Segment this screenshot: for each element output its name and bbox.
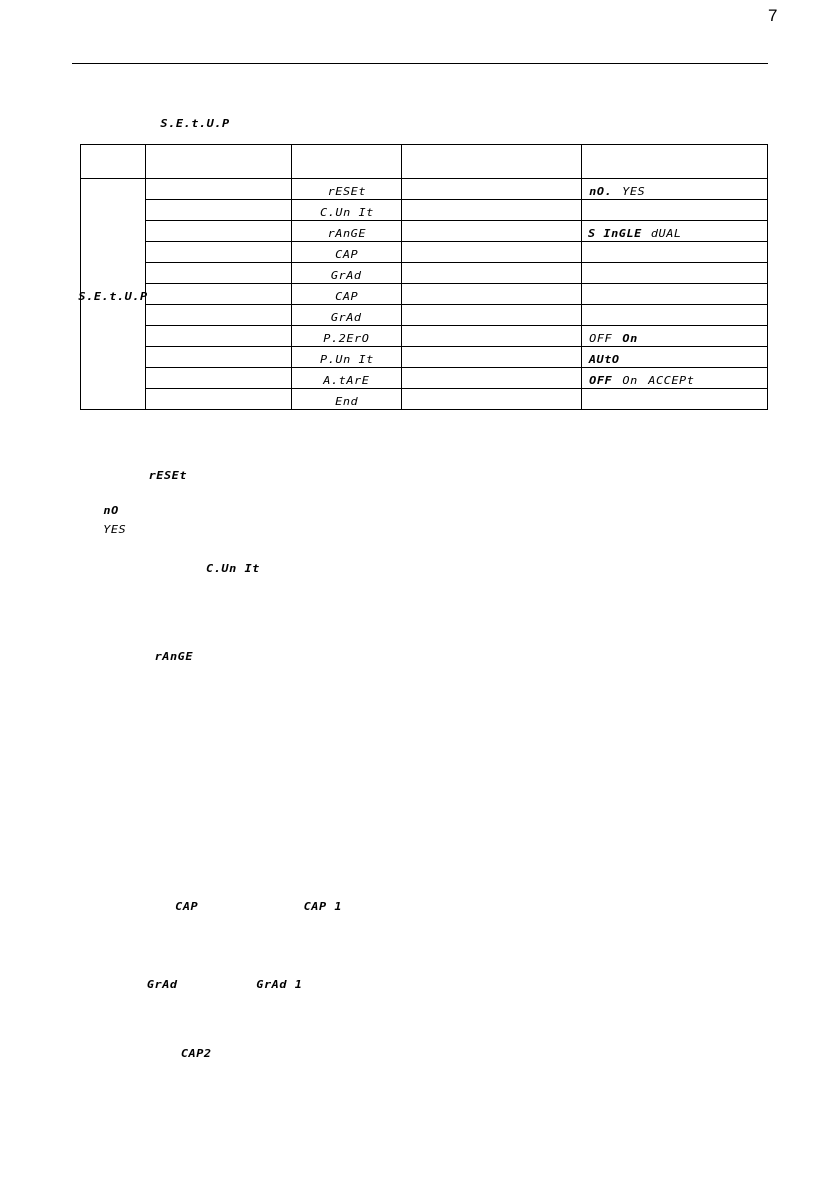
menu-code-cell xyxy=(292,284,402,305)
table-cell xyxy=(402,263,582,284)
table-cell xyxy=(146,389,292,410)
menu-group-label: S.E.t.U.P xyxy=(78,289,148,303)
table-row xyxy=(81,200,768,221)
table-cell xyxy=(402,200,582,221)
header-cell xyxy=(402,145,582,179)
options-cell xyxy=(582,221,768,242)
options-cell xyxy=(582,179,768,200)
table-row xyxy=(81,368,768,389)
range-code: rAnGE xyxy=(154,650,194,663)
table-cell xyxy=(146,242,292,263)
table-cell xyxy=(146,347,292,368)
table-row xyxy=(81,221,768,242)
table-cell xyxy=(402,389,582,410)
table-cell xyxy=(402,284,582,305)
options-cell xyxy=(582,284,768,305)
header-cell xyxy=(146,145,292,179)
option-value: YES xyxy=(622,184,646,198)
reset-heading xyxy=(150,464,186,483)
cap-heading xyxy=(176,895,197,914)
menu-code-cell xyxy=(292,242,402,263)
table-row xyxy=(81,179,768,200)
option-value: nO. xyxy=(589,184,613,198)
table-cell xyxy=(402,242,582,263)
menu-code-cell xyxy=(292,221,402,242)
option-value: AUtO xyxy=(588,352,620,366)
setup-menu-table xyxy=(80,144,768,410)
table-cell xyxy=(146,368,292,389)
table-row xyxy=(81,242,768,263)
section-heading xyxy=(160,112,230,131)
page-number: 7 xyxy=(768,6,778,25)
option-value: dUAL xyxy=(650,226,682,240)
menu-code: CAP xyxy=(334,247,359,261)
table-cell xyxy=(146,221,292,242)
table-cell xyxy=(402,326,582,347)
menu-code-cell xyxy=(292,263,402,284)
table-cell xyxy=(146,263,292,284)
reset-yes-code: YES xyxy=(103,523,127,536)
grad-heading xyxy=(148,973,177,992)
table-row xyxy=(81,284,768,305)
options-cell xyxy=(582,200,768,221)
options-cell xyxy=(582,305,768,326)
table-row xyxy=(81,389,768,410)
table-row xyxy=(81,347,768,368)
cunit-code: C.Un It xyxy=(206,562,260,575)
reset-option-yes xyxy=(104,518,125,537)
reset-code: rESEt xyxy=(148,469,188,482)
options-cell xyxy=(582,347,768,368)
menu-group-cell xyxy=(78,179,148,410)
grad-code: GrAd xyxy=(146,978,178,991)
option-value: S InGLE xyxy=(588,226,642,240)
table-row xyxy=(81,263,768,284)
menu-code: GrAd xyxy=(331,310,362,324)
table-cell xyxy=(402,221,582,242)
table-cell xyxy=(146,284,292,305)
menu-code: A.tArE xyxy=(323,373,370,387)
table-cell xyxy=(402,179,582,200)
options-cell xyxy=(582,242,768,263)
table-cell xyxy=(146,179,292,200)
options-cell xyxy=(582,389,768,410)
cap1-label xyxy=(305,895,341,914)
option-value: ACCEPt xyxy=(647,373,695,387)
option-value: On xyxy=(622,373,639,387)
table-cell xyxy=(146,326,292,347)
header-cell xyxy=(292,145,402,179)
table-row xyxy=(81,326,768,347)
menu-code: P.2ErO xyxy=(323,331,370,345)
menu-code: CAP xyxy=(334,289,359,303)
option-value: OFF xyxy=(589,373,613,387)
option-value: On xyxy=(622,331,639,345)
grad1-label xyxy=(258,973,301,992)
menu-code: P.Un It xyxy=(319,352,374,366)
menu-code-cell xyxy=(292,368,402,389)
header-cell xyxy=(582,145,768,179)
option-value: OFF xyxy=(589,331,613,345)
table-row xyxy=(81,305,768,326)
reset-option-no xyxy=(104,499,118,518)
menu-code-cell xyxy=(292,326,402,347)
range-heading xyxy=(156,645,192,664)
menu-code-cell xyxy=(292,347,402,368)
cap-code: CAP xyxy=(175,900,199,913)
table-cell xyxy=(402,347,582,368)
header-cell xyxy=(81,145,146,179)
table-cell xyxy=(402,305,582,326)
options-cell xyxy=(582,263,768,284)
cunit-heading xyxy=(208,557,258,576)
menu-code-cell xyxy=(292,305,402,326)
menu-code-cell xyxy=(292,389,402,410)
menu-code: GrAd xyxy=(331,268,362,282)
cap2-heading xyxy=(182,1042,211,1061)
grad1-code: GrAd 1 xyxy=(256,978,303,991)
menu-code: rESEt xyxy=(327,184,366,198)
table-cell xyxy=(146,200,292,221)
menu-code: rAnGE xyxy=(327,226,366,240)
reset-no-code: nO xyxy=(103,504,119,517)
header-rule xyxy=(72,63,768,64)
menu-code-cell xyxy=(292,200,402,221)
menu-code-cell xyxy=(292,179,402,200)
table-header-row xyxy=(81,145,768,179)
options-cell xyxy=(582,368,768,389)
options-cell xyxy=(582,326,768,347)
cap2-code: CAP2 xyxy=(180,1047,212,1060)
section-heading-code: S.E.t.U.P xyxy=(160,117,230,130)
menu-code: C.Un It xyxy=(319,205,374,219)
cap1-code: CAP 1 xyxy=(303,900,343,913)
table-cell xyxy=(146,305,292,326)
table-cell xyxy=(402,368,582,389)
menu-code: End xyxy=(334,394,359,408)
